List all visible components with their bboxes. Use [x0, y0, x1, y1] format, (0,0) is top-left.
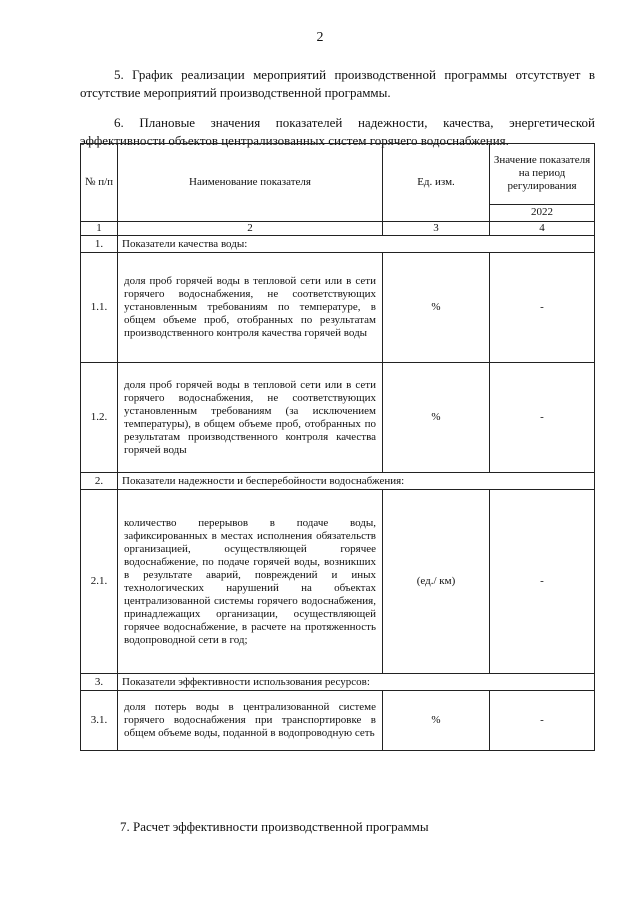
index-cell: 1: [81, 222, 118, 236]
row-value: -: [490, 253, 595, 363]
row-num: 1.1.: [81, 253, 118, 363]
row-value: -: [490, 490, 595, 674]
index-cell: 2: [118, 222, 383, 236]
header-value: Значение показателя на период регулирования: [490, 144, 595, 205]
index-row: [81, 222, 595, 236]
table-row: [81, 253, 595, 363]
row-num: 2.1.: [81, 490, 118, 674]
index-cell: 3: [383, 222, 490, 236]
header-year: 2022: [490, 204, 595, 221]
paragraph-5: 5. График реализации мероприятий производственной программы отсутствует в отсутствие мероприятий производственной программы.: [80, 67, 595, 100]
row-value: -: [490, 691, 595, 751]
table-row: [81, 691, 595, 751]
row-name: количество перерывов в подаче воды, зафиксированных в местах исполнения обязательств организацией, осуществляющей горячее водоснабжение, по подаче горячей воды, возникших в результате аварий, повреждений и иных технологических нарушений на объектах централизованной системы горячего водоснабжения, принадлежащих организации, осуществляющей горячее водоснабжение, в расчете на протяженность водопроводной сети в год;: [118, 490, 383, 674]
table-header-row: [81, 144, 595, 205]
indicators-table: [80, 143, 595, 751]
section-title: Показатели эффективности использования ресурсов:: [118, 674, 595, 691]
row-unit: %: [383, 363, 490, 473]
section-row: [81, 473, 595, 490]
section-row: [81, 236, 595, 253]
row-unit: (ед./ км): [383, 490, 490, 674]
section-row: [81, 674, 595, 691]
section-title: Показатели надежности и бесперебойности водоснабжения:: [118, 473, 595, 490]
row-name: доля потерь воды в централизованной системе горячего водоснабжения при транспортировке в общем объеме воды, поданной в водопроводную сеть: [118, 691, 383, 751]
header-unit: Ед. изм.: [383, 144, 490, 222]
table-row: [81, 490, 595, 674]
section-num: 1.: [81, 236, 118, 253]
row-unit: %: [383, 691, 490, 751]
header-num: № п/п: [81, 144, 118, 222]
table-row: [81, 363, 595, 473]
paragraph-7: 7. Расчет эффективности производственной программы: [120, 819, 429, 834]
row-name: доля проб горячей воды в тепловой сети или в сети горячего водоснабжения, не соответствующих установленным требованиям (за исключением температуры), в общем объеме проб, отобранных по результатам производственного контроля качества горячей воды: [118, 363, 383, 473]
row-num: 3.1.: [81, 691, 118, 751]
section-title: Показатели качества воды:: [118, 236, 595, 253]
row-name: доля проб горячей воды в тепловой сети или в сети горячего водоснабжения, не соответствующих установленным требованиям по температуре, в общем объеме проб, отобранных по результатам производственного контроля качества горячей воды: [118, 253, 383, 363]
section-num: 2.: [81, 473, 118, 490]
row-num: 1.2.: [81, 363, 118, 473]
header-name: Наименование показателя: [118, 144, 383, 222]
row-unit: %: [383, 253, 490, 363]
paragraph-6: 6. Плановые значения показателей надежности, качества, энергетической эффективности объектов централизованных систем горячего водоснабжения.: [80, 115, 595, 148]
section-num: 3.: [81, 674, 118, 691]
index-cell: 4: [490, 222, 595, 236]
page-number: 2: [316, 30, 324, 45]
row-value: -: [490, 363, 595, 473]
